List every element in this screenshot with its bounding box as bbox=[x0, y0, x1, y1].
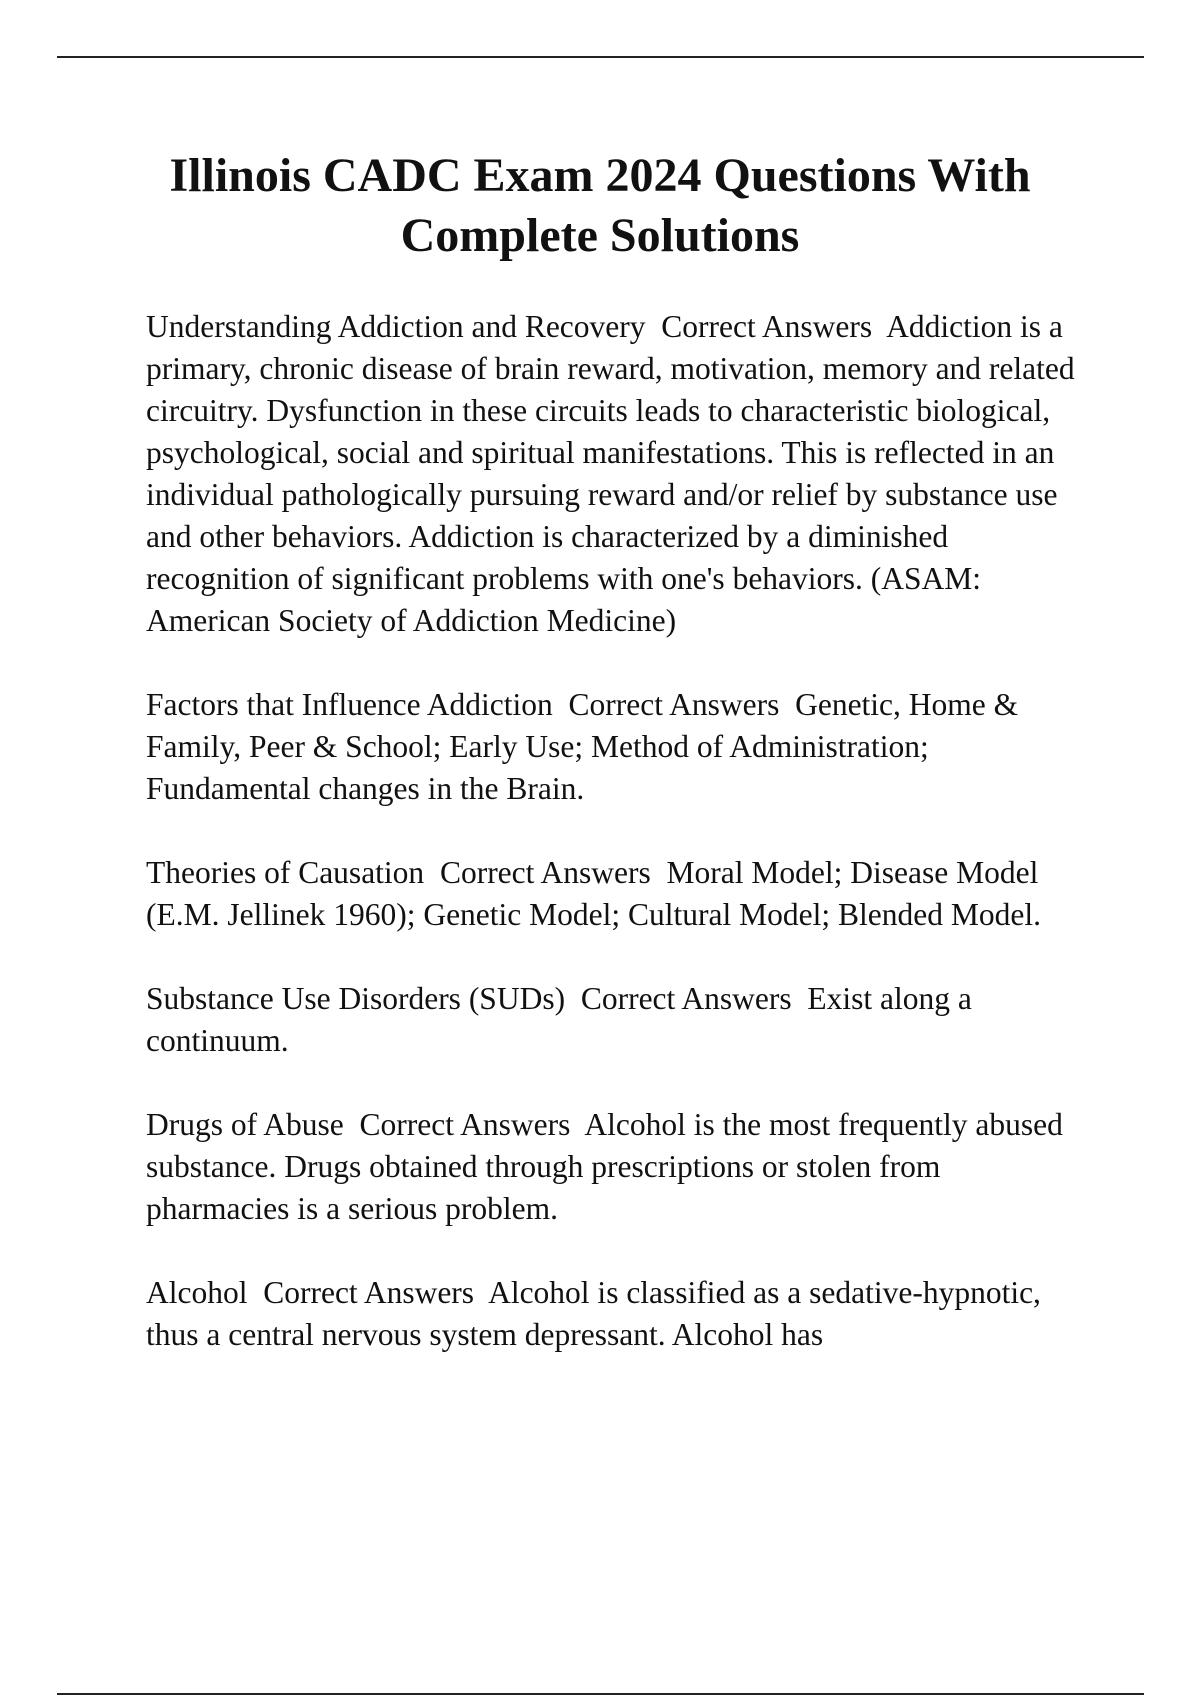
qa-entry bbox=[146, 978, 1086, 1062]
question-text: Understanding Addiction and Recovery bbox=[146, 309, 646, 344]
qa-entry bbox=[146, 1272, 1086, 1356]
correct-answers-label: Correct Answers bbox=[247, 1275, 489, 1310]
correct-answers-label: Correct Answers bbox=[565, 981, 808, 1016]
qa-entry bbox=[146, 306, 1086, 642]
qa-entry bbox=[146, 684, 1086, 810]
qa-entry bbox=[146, 1104, 1086, 1230]
answer-text: Exist along a continuum. bbox=[146, 981, 980, 1058]
qa-list bbox=[146, 306, 1086, 1398]
correct-answers-label: Correct Answers bbox=[424, 855, 667, 890]
correct-answers-label: Correct Answers bbox=[343, 1107, 585, 1142]
answer-text: Addiction is a primary, chronic disease of brain reward, motivation, memory and related circuitry. Dysfunction in these circuits leads to characteristic biological, psychological, social and spiritual manifestations. This is reflected in an individual pathologically pursuing reward and/or relief by substance use and other behaviors. Addiction is characterized by a diminished recognition of significant problems with one's behaviors. (ASAM: American Society of Addiction Medicine) bbox=[146, 309, 1083, 638]
correct-answers-label: Correct Answers bbox=[645, 309, 887, 344]
answer-text: Moral Model; Disease Model (E.M. Jellinek 1960); Genetic Model; Cultural Model; Blended Model. bbox=[146, 855, 1047, 932]
qa-entry bbox=[146, 852, 1086, 936]
correct-answers-label: Correct Answers bbox=[552, 687, 796, 722]
question-text: Substance Use Disorders (SUDs) bbox=[146, 981, 566, 1016]
page-title-line-1: Illinois CADC Exam 2024 Questions With bbox=[169, 149, 1031, 202]
question-text: Drugs of Abuse bbox=[146, 1107, 344, 1142]
page-title-line-2: Complete Solutions bbox=[400, 209, 800, 262]
top-divider bbox=[57, 56, 1144, 58]
question-text: Alcohol bbox=[146, 1275, 248, 1310]
answer-text: Genetic, Home & Family, Peer & School; Early Use; Method of Administration; Fundamental changes in the Brain. bbox=[146, 687, 1027, 806]
question-text: Theories of Causation bbox=[146, 855, 425, 890]
bottom-divider bbox=[57, 1693, 1144, 1695]
answer-text: Alcohol is the most frequently abused substance. Drugs obtained through prescriptions or stolen from pharmacies is a serious problem. bbox=[146, 1107, 1071, 1226]
answer-text: Alcohol is classified as a sedative-hypnotic, thus a central nervous system depressant. Alcohol has bbox=[146, 1275, 1049, 1352]
page-title bbox=[100, 146, 1100, 266]
question-text: Factors that Influence Addiction bbox=[146, 687, 553, 722]
